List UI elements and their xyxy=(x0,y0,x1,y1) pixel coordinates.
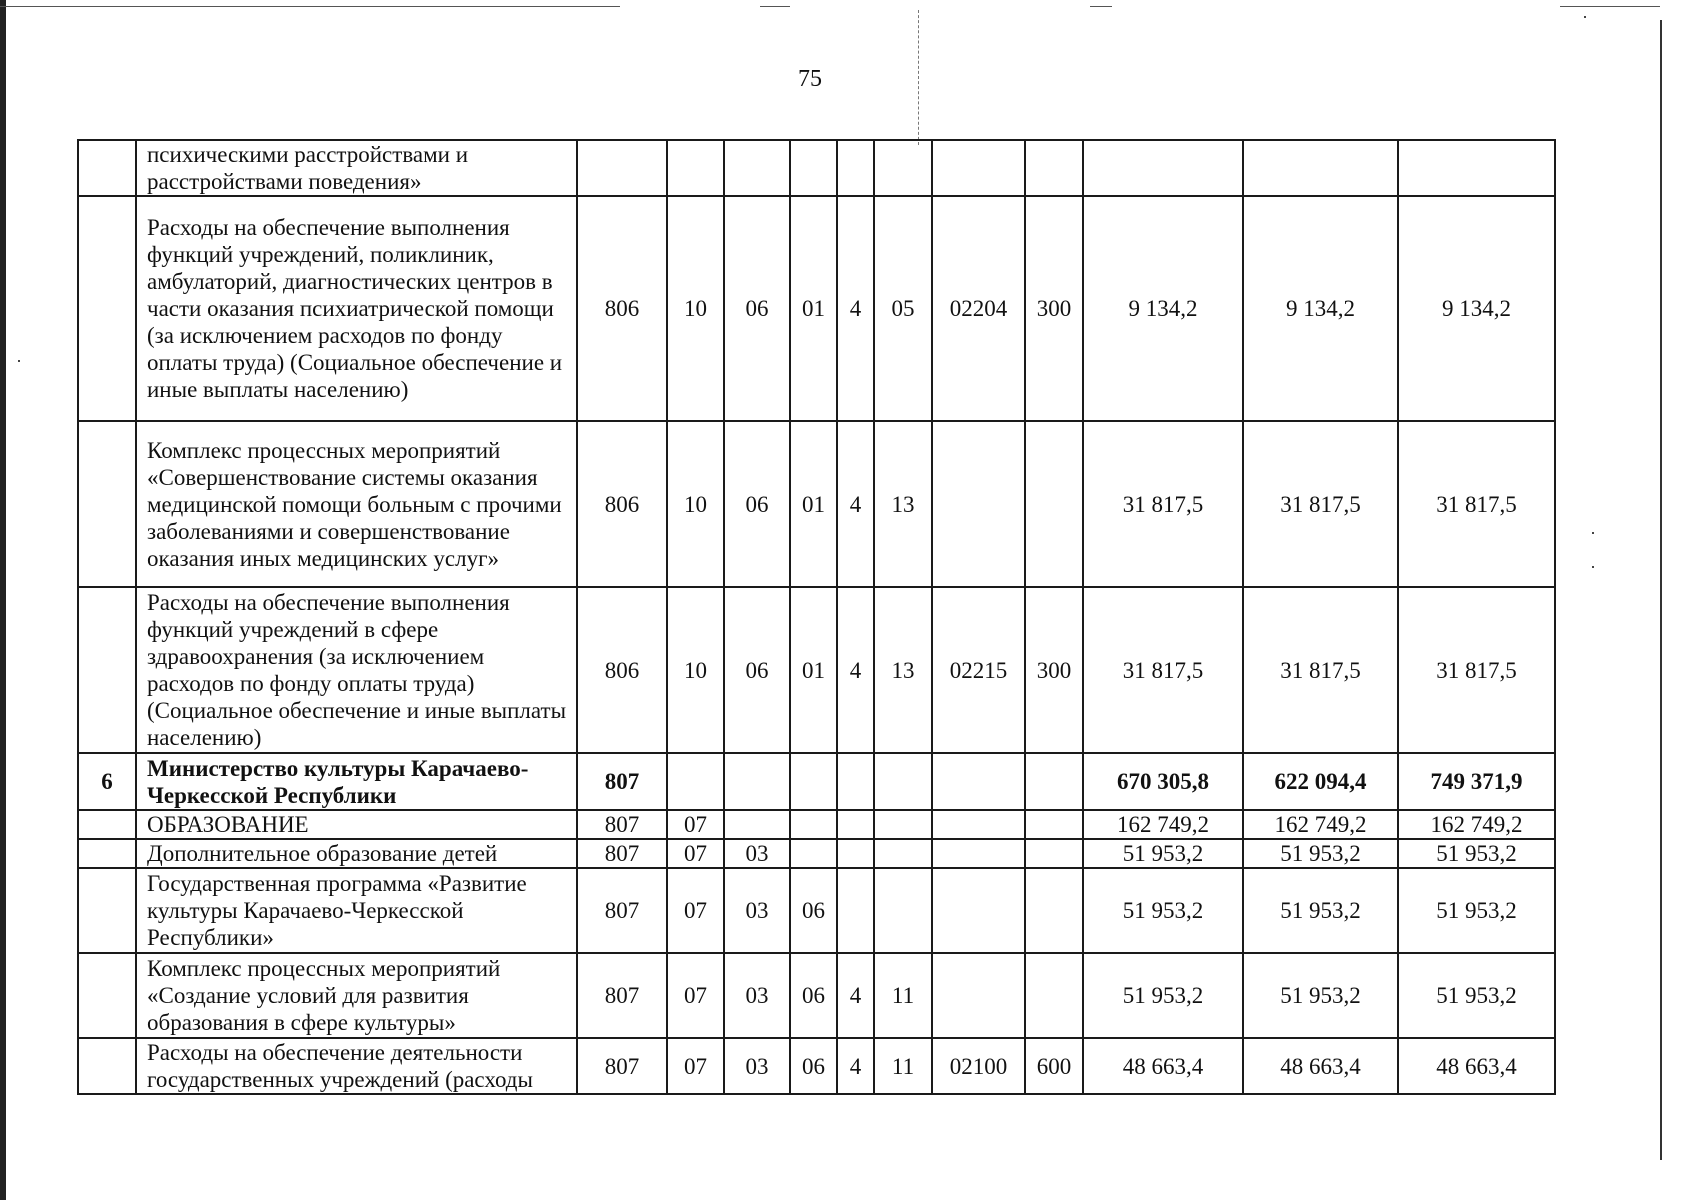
code-section: 07 xyxy=(667,953,724,1038)
code-ministry-code xyxy=(577,140,667,196)
code-program-type: 4 xyxy=(837,1038,874,1094)
scan-fold-line xyxy=(918,10,919,145)
code-ministry-code: 806 xyxy=(577,421,667,587)
amount-year-2: 51 953,2 xyxy=(1243,953,1398,1038)
code-ministry-code: 807 xyxy=(577,953,667,1038)
scan-top-rule xyxy=(1560,6,1660,7)
code-expense-type xyxy=(1025,140,1083,196)
row-number xyxy=(78,839,136,868)
row-number: 6 xyxy=(78,753,136,810)
code-program: 01 xyxy=(790,196,837,421)
code-subsection: 06 xyxy=(724,421,790,587)
code-program-type xyxy=(837,810,874,839)
amount-year-1: 162 749,2 xyxy=(1083,810,1243,839)
amount-year-3: 48 663,4 xyxy=(1398,1038,1555,1094)
code-ministry-code: 806 xyxy=(577,587,667,753)
code-expense-type xyxy=(1025,421,1083,587)
table-row xyxy=(78,753,1555,810)
code-section: 07 xyxy=(667,810,724,839)
amount-year-2: 48 663,4 xyxy=(1243,1038,1398,1094)
code-subprogram xyxy=(874,140,932,196)
amount-year-3: 9 134,2 xyxy=(1398,196,1555,421)
amount-year-1: 51 953,2 xyxy=(1083,868,1243,953)
code-program: 06 xyxy=(790,1038,837,1094)
code-expense-type xyxy=(1025,953,1083,1038)
code-program xyxy=(790,839,837,868)
code-subprogram: 11 xyxy=(874,1038,932,1094)
row-name: Расходы на обеспечение выполнения функций учреждений в сфере здравоохранения (за исключением расходов по фонду оплаты труда) (Социальное обеспечение и иные выплаты населению) xyxy=(136,587,577,753)
amount-year-3: 51 953,2 xyxy=(1398,839,1555,868)
row-name: Государственная программа «Развитие культуры Карачаево-Черкесской Республики» xyxy=(136,868,577,953)
code-subsection: 03 xyxy=(724,953,790,1038)
code-expense-type xyxy=(1025,810,1083,839)
amount-year-2: 51 953,2 xyxy=(1243,839,1398,868)
table-row xyxy=(78,868,1555,953)
table-row xyxy=(78,810,1555,839)
code-direction-code xyxy=(932,753,1025,810)
scan-left-edge xyxy=(0,0,6,1200)
amount-year-2: 622 094,4 xyxy=(1243,753,1398,810)
amount-year-1: 31 817,5 xyxy=(1083,421,1243,587)
code-program-type: 4 xyxy=(837,953,874,1038)
page-number: 75 xyxy=(798,66,822,92)
code-direction-code: 02100 xyxy=(932,1038,1025,1094)
table-row xyxy=(78,140,1555,196)
code-ministry-code: 807 xyxy=(577,810,667,839)
row-number xyxy=(78,810,136,839)
code-direction-code xyxy=(932,421,1025,587)
code-program-type xyxy=(837,868,874,953)
code-section: 07 xyxy=(667,839,724,868)
row-name: ОБРАЗОВАНИЕ xyxy=(136,810,577,839)
table-row xyxy=(78,839,1555,868)
code-program: 06 xyxy=(790,868,837,953)
code-program xyxy=(790,140,837,196)
amount-year-1 xyxy=(1083,140,1243,196)
scan-top-rule xyxy=(0,6,620,7)
code-subsection xyxy=(724,810,790,839)
row-number xyxy=(78,140,136,196)
budget-table xyxy=(77,139,1556,1095)
table-row xyxy=(78,587,1555,753)
code-program: 01 xyxy=(790,587,837,753)
code-section: 07 xyxy=(667,1038,724,1094)
code-direction-code xyxy=(932,868,1025,953)
amount-year-2: 9 134,2 xyxy=(1243,196,1398,421)
amount-year-2: 162 749,2 xyxy=(1243,810,1398,839)
row-number xyxy=(78,587,136,753)
code-direction-code xyxy=(932,140,1025,196)
code-program-type xyxy=(837,839,874,868)
code-subsection xyxy=(724,140,790,196)
code-expense-type: 600 xyxy=(1025,1038,1083,1094)
code-expense-type: 300 xyxy=(1025,587,1083,753)
code-program xyxy=(790,810,837,839)
row-number xyxy=(78,868,136,953)
code-expense-type xyxy=(1025,839,1083,868)
amount-year-3: 51 953,2 xyxy=(1398,868,1555,953)
code-subprogram: 13 xyxy=(874,587,932,753)
row-name: Расходы на обеспечение выполнения функций учреждений, поликлиник, амбулаторий, диагностических центров в части оказания психиатрической помощи (за исключением расходов по фонду оплаты труда) (Социальное обеспечение и иные выплаты населению) xyxy=(136,196,577,421)
code-program-type: 4 xyxy=(837,196,874,421)
amount-year-3 xyxy=(1398,140,1555,196)
code-direction-code: 02215 xyxy=(932,587,1025,753)
code-ministry-code: 806 xyxy=(577,196,667,421)
code-subprogram xyxy=(874,810,932,839)
amount-year-3: 51 953,2 xyxy=(1398,953,1555,1038)
scan-speck xyxy=(1592,566,1594,568)
amount-year-1: 51 953,2 xyxy=(1083,953,1243,1038)
row-number xyxy=(78,1038,136,1094)
code-subsection: 03 xyxy=(724,1038,790,1094)
code-program: 01 xyxy=(790,421,837,587)
scan-top-rule xyxy=(760,6,790,7)
code-section: 10 xyxy=(667,587,724,753)
code-ministry-code: 807 xyxy=(577,753,667,810)
code-ministry-code: 807 xyxy=(577,839,667,868)
table-row xyxy=(78,421,1555,587)
code-direction-code xyxy=(932,953,1025,1038)
code-section: 07 xyxy=(667,868,724,953)
code-direction-code: 02204 xyxy=(932,196,1025,421)
code-direction-code xyxy=(932,810,1025,839)
code-subsection: 03 xyxy=(724,839,790,868)
scan-speck xyxy=(1584,16,1586,18)
row-number xyxy=(78,196,136,421)
code-subsection: 06 xyxy=(724,587,790,753)
scan-speck xyxy=(1592,532,1594,534)
table-row xyxy=(78,953,1555,1038)
row-number xyxy=(78,953,136,1038)
scan-speck xyxy=(18,360,20,362)
code-section xyxy=(667,140,724,196)
amount-year-1: 48 663,4 xyxy=(1083,1038,1243,1094)
code-section: 10 xyxy=(667,421,724,587)
code-subprogram: 05 xyxy=(874,196,932,421)
table-row xyxy=(78,196,1555,421)
code-ministry-code: 807 xyxy=(577,1038,667,1094)
table-body xyxy=(78,140,1555,1094)
code-subprogram xyxy=(874,868,932,953)
amount-year-3: 31 817,5 xyxy=(1398,421,1555,587)
code-ministry-code: 807 xyxy=(577,868,667,953)
row-name: Дополнительное образование детей xyxy=(136,839,577,868)
code-program: 06 xyxy=(790,953,837,1038)
row-name: Министерство культуры Карачаево-Черкесской Республики xyxy=(136,753,577,810)
code-subprogram xyxy=(874,839,932,868)
code-expense-type xyxy=(1025,868,1083,953)
amount-year-2: 31 817,5 xyxy=(1243,421,1398,587)
code-subsection: 03 xyxy=(724,868,790,953)
code-section xyxy=(667,753,724,810)
row-name: психическими расстройствами и расстройствами поведения» xyxy=(136,140,577,196)
code-subsection: 06 xyxy=(724,196,790,421)
code-subprogram: 13 xyxy=(874,421,932,587)
amount-year-2: 51 953,2 xyxy=(1243,868,1398,953)
amount-year-2 xyxy=(1243,140,1398,196)
code-program-type: 4 xyxy=(837,421,874,587)
code-subprogram: 11 xyxy=(874,953,932,1038)
amount-year-3: 749 371,9 xyxy=(1398,753,1555,810)
row-number xyxy=(78,421,136,587)
amount-year-1: 670 305,8 xyxy=(1083,753,1243,810)
scan-right-edge xyxy=(1660,20,1662,1160)
code-program xyxy=(790,753,837,810)
code-program-type: 4 xyxy=(837,587,874,753)
scan-top-rule xyxy=(1090,6,1112,7)
amount-year-1: 31 817,5 xyxy=(1083,587,1243,753)
row-name: Расходы на обеспечение деятельности государственных учреждений (расходы xyxy=(136,1038,577,1094)
code-direction-code xyxy=(932,839,1025,868)
amount-year-1: 51 953,2 xyxy=(1083,839,1243,868)
code-subprogram xyxy=(874,753,932,810)
amount-year-2: 31 817,5 xyxy=(1243,587,1398,753)
table-row xyxy=(78,1038,1555,1094)
code-expense-type xyxy=(1025,753,1083,810)
code-program-type xyxy=(837,753,874,810)
amount-year-3: 162 749,2 xyxy=(1398,810,1555,839)
code-subsection xyxy=(724,753,790,810)
code-section: 10 xyxy=(667,196,724,421)
code-expense-type: 300 xyxy=(1025,196,1083,421)
amount-year-3: 31 817,5 xyxy=(1398,587,1555,753)
amount-year-1: 9 134,2 xyxy=(1083,196,1243,421)
row-name: Комплекс процессных мероприятий «Совершенствование системы оказания медицинской помощи больным с прочими заболеваниями и совершенствование оказания иных медицинских услуг» xyxy=(136,421,577,587)
code-program-type xyxy=(837,140,874,196)
row-name: Комплекс процессных мероприятий «Создание условий для развития образования в сфере культуры» xyxy=(136,953,577,1038)
